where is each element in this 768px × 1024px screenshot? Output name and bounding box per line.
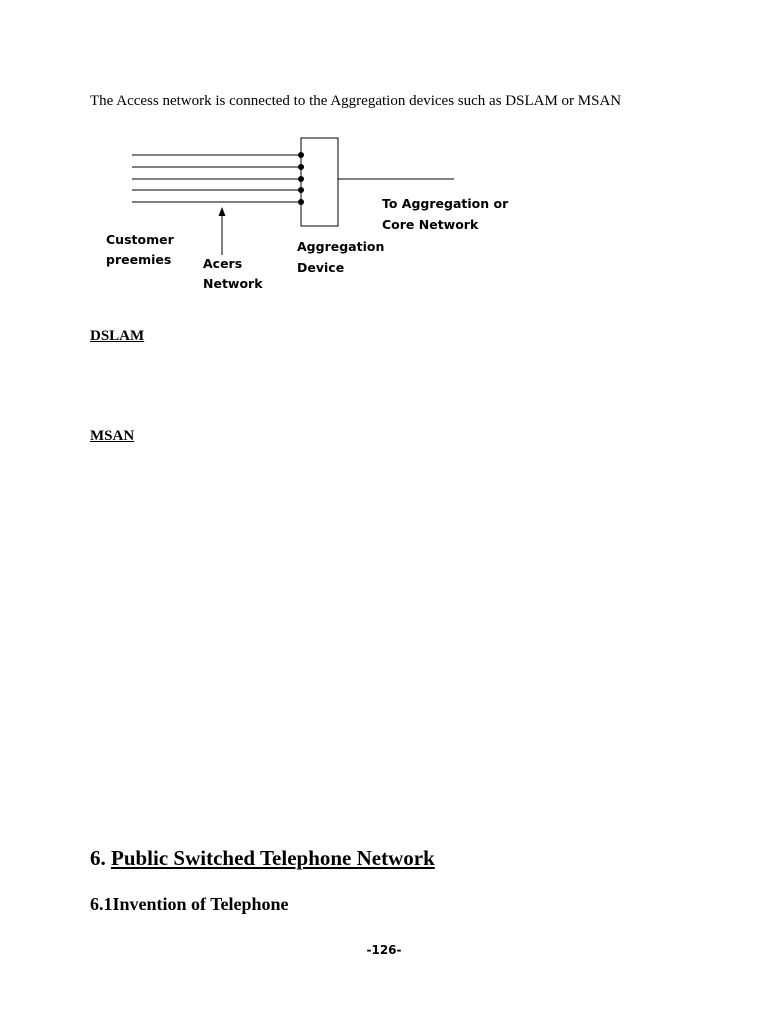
subsection-heading [90,894,289,915]
intro-paragraph: The Access network is connected to the Aggregation devices such as DSLAM or MSAN [90,93,622,109]
section-heading [90,846,435,871]
subsection-title: Invention of Telephone [112,894,289,914]
uplink-label: Core Network [382,217,479,232]
customer-label: preemies [106,252,172,267]
aggregation-device-box [301,138,338,226]
uplink-label: To Aggregation or [382,196,509,211]
msan-heading: MSAN [90,428,135,444]
aggregation-device-label: Device [297,260,345,275]
page-number: -126- [366,943,402,957]
access-network-label: Acers [203,256,243,271]
subsection-number: 6.1 [90,894,113,914]
arrow-head-icon [219,207,226,216]
customer-lines [132,155,301,202]
access-network-label: Network [203,276,263,291]
access-network-arrow [219,207,226,255]
dslam-heading: DSLAM [90,328,145,344]
access-network-diagram [0,0,768,320]
customer-label: Customer [106,232,174,247]
section-title: Public Switched Telephone Network [111,846,435,870]
section-number: 6. [90,846,106,870]
aggregation-device-label: Aggregation [297,239,385,254]
